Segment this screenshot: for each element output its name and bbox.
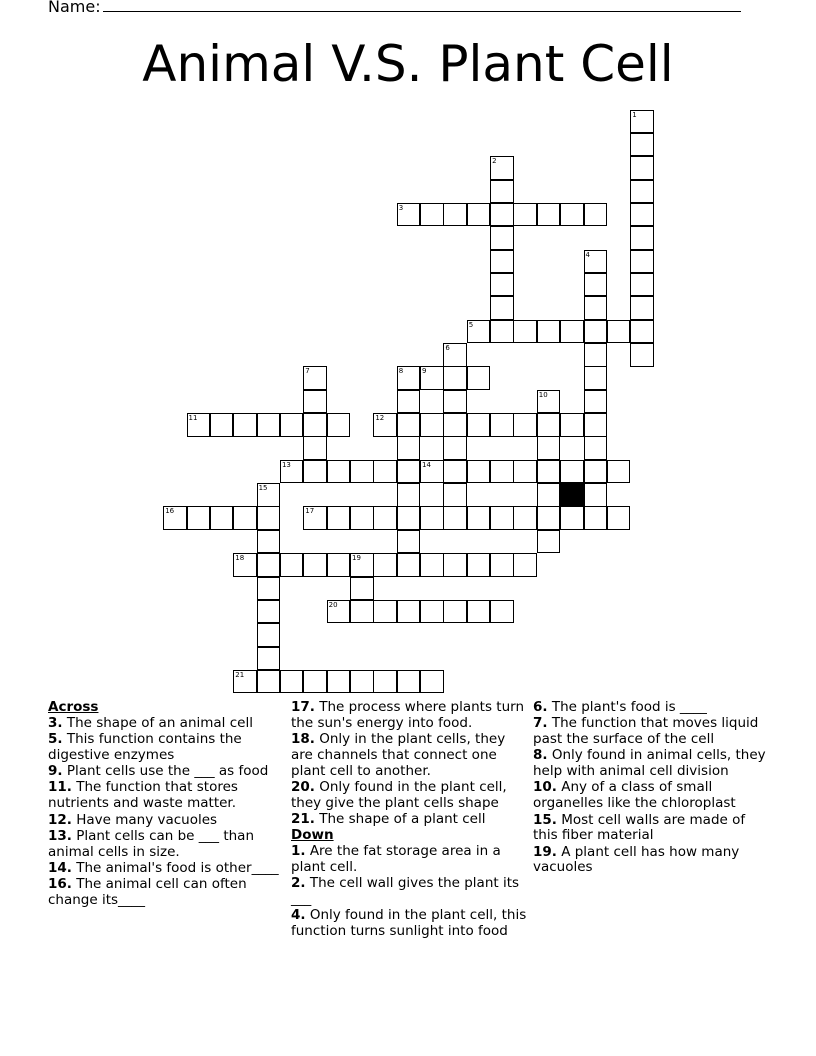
blocked-cell [560,483,584,507]
clue-number: 5 [468,320,474,329]
across-clue [291,780,527,812]
crossword-cell[interactable] [467,460,491,484]
clue-num: 4. [291,907,306,924]
across-clue [291,700,527,732]
crossword-cell[interactable] [584,506,608,530]
clues-column-1 [48,700,284,909]
clue-num: 13. [48,827,72,844]
clue-number: 1 [632,110,637,119]
down-clue [533,780,769,812]
clue-text: The process where plants turn the sun's energy into food. [291,699,525,731]
clue-text: The function that stores nutrients and waste matter. [48,779,238,812]
crossword-cell[interactable] [607,320,631,344]
clue-text: This function contains the digestive enzymes [48,731,242,763]
crossword-cell[interactable] [233,413,257,437]
crossword-cell[interactable] [490,506,514,530]
clue-number: 19 [352,554,361,563]
crossword-cell[interactable] [303,390,327,414]
clue-num: 17. [291,699,315,715]
clue-number: 13 [281,460,291,469]
crossword-cell[interactable] [350,553,374,577]
crossword-cell[interactable] [257,600,281,624]
crossword-cell[interactable] [490,203,514,227]
across-heading: Across [48,699,99,715]
crossword-cell[interactable] [560,320,584,344]
crossword-cell[interactable] [163,506,187,530]
crossword-cell[interactable] [537,460,561,484]
crossword-cell[interactable] [584,273,608,297]
crossword-cell[interactable] [443,203,467,227]
clue-number: 8 [398,367,404,376]
crossword-cell[interactable] [257,530,281,554]
crossword-cell[interactable] [443,413,467,437]
clues-column-2 [291,700,527,940]
crossword-cell[interactable] [257,506,281,530]
crossword-cell[interactable] [443,343,467,367]
clue-num: 11. [48,779,72,796]
clue-text: Only found in animal cells, they help with animal cell division [533,747,766,780]
crossword-cell[interactable] [443,483,467,507]
crossword-cell[interactable] [373,600,397,624]
crossword-cell[interactable] [584,250,608,274]
crossword-cell[interactable] [420,553,444,577]
clue-number: 11 [188,414,198,423]
clue-text: Are the fat storage area in a plant cell. [291,843,501,875]
crossword-cell[interactable] [420,506,444,530]
down-heading: Down [291,827,334,844]
clue-number: 15 [258,484,268,493]
crossword-cell[interactable] [630,133,654,157]
crossword-cell[interactable] [584,296,608,320]
crossword-cell[interactable] [397,670,421,694]
crossword-cell[interactable] [257,623,281,647]
clue-number: 6 [445,344,450,352]
clue-num: 10. [533,779,557,796]
crossword-cell[interactable] [420,460,444,484]
clue-text: The function that moves liquid past the surface of the cell [533,715,759,748]
clue-num: 16. [48,876,72,893]
crossword-cell[interactable] [233,506,257,530]
clue-text: Any of a class of small organelles like the chloroplast [533,779,736,812]
down-clue [533,716,769,748]
crossword-cell[interactable] [560,460,584,484]
crossword-cell[interactable] [490,250,514,274]
clue-text: The shape of a plant cell [314,811,486,828]
crossword-cell[interactable] [537,413,561,437]
crossword-cell[interactable] [257,647,281,671]
crossword-cell[interactable] [537,506,561,530]
crossword-cell[interactable] [303,460,327,484]
crossword-cell[interactable] [584,320,608,344]
crossword-cell[interactable] [420,600,444,624]
clue-number: 18 [235,554,245,563]
crossword-cell[interactable] [490,413,514,437]
crossword-cell[interactable] [513,320,537,344]
across-clue [291,812,527,828]
clue-number: 7 [305,367,310,376]
crossword-cell[interactable] [280,670,304,694]
crossword-cell[interactable] [373,460,397,484]
clue-num: 20. [291,778,315,795]
crossword-cell[interactable] [443,506,467,530]
down-clue [533,845,769,877]
crossword-cell[interactable] [443,600,467,624]
crossword-cell[interactable] [257,483,281,507]
crossword-cell[interactable] [257,670,281,694]
crossword-cell[interactable] [373,670,397,694]
clue-num: 2. [291,875,306,892]
crossword-cell[interactable] [490,226,514,250]
clue-text: Have many vacuoles [71,811,218,828]
across-clue [48,813,284,829]
crossword-cell[interactable] [327,506,351,530]
down-clue [291,876,527,908]
crossword-cell[interactable] [490,553,514,577]
clue-text: Only found in the plant cell, this function turns sunlight into food [291,907,527,940]
crossword-cell[interactable] [303,506,327,530]
crossword-cell[interactable] [490,180,514,204]
crossword-cell[interactable] [350,577,374,601]
crossword-cell[interactable] [537,390,561,414]
crossword-cell[interactable] [280,553,304,577]
clue-num: 6. [533,699,548,715]
crossword-cell[interactable] [537,483,561,507]
crossword-cell[interactable] [584,390,608,414]
crossword-cell[interactable] [513,413,537,437]
clue-text: Plant cells can be ___ than animal cells in size. [48,827,255,860]
clue-number: 9 [422,367,427,376]
crossword-cell[interactable] [584,343,608,367]
crossword-cell[interactable] [443,460,467,484]
crossword-cell[interactable] [490,273,514,297]
clue-num: 3. [48,714,63,731]
crossword-cell[interactable] [327,553,351,577]
crossword-cell[interactable] [467,553,491,577]
crossword-cell[interactable] [397,203,421,227]
crossword-cell[interactable] [467,320,491,344]
clue-text: The animal cell can often change its____ [48,876,247,909]
crossword-cell[interactable] [303,436,327,460]
crossword-cell[interactable] [443,553,467,577]
crossword-cell[interactable] [537,530,561,554]
crossword-cell[interactable] [630,320,654,344]
crossword-cell[interactable] [443,366,467,390]
across-clue [48,877,284,909]
crossword-cell[interactable] [210,506,234,530]
crossword-cell[interactable] [584,460,608,484]
crossword-cell[interactable] [584,436,608,460]
crossword-cell[interactable] [630,273,654,297]
clue-text: The plant's food is ____ [547,699,707,715]
clue-num: 9. [48,763,63,780]
clue-number: 3 [398,203,404,212]
clue-text: Most cell walls are made of this fiber material [533,811,746,844]
crossword-cell[interactable] [513,553,537,577]
clue-number: 10 [538,390,548,399]
crossword-cell[interactable] [630,180,654,204]
clue-num: 12. [48,811,72,828]
crossword-cell[interactable] [257,413,281,437]
crossword-cell[interactable] [630,110,654,134]
down-clue [533,700,769,716]
crossword-cell[interactable] [537,436,561,460]
clue-number: 20 [328,600,338,609]
crossword-cell[interactable] [630,156,654,180]
across-clue [48,764,284,780]
crossword-cell[interactable] [350,670,374,694]
across-clue [48,829,284,861]
clue-num: 19. [533,843,557,860]
crossword-cell[interactable] [397,436,421,460]
crossword-cell[interactable] [537,320,561,344]
clues-column-3 [533,700,769,877]
crossword-cell[interactable] [630,203,654,227]
crossword-cell[interactable] [490,600,514,624]
crossword-cell[interactable] [303,670,327,694]
crossword-cell[interactable] [443,390,467,414]
crossword-cell[interactable] [607,460,631,484]
crossword-cell[interactable] [303,413,327,437]
page-title: Animal V.S. Plant Cell [142,35,674,93]
crossword-cell[interactable] [187,506,211,530]
clue-number: 12 [375,414,385,423]
crossword-cell[interactable] [280,413,304,437]
clue-num: 5. [48,731,63,748]
across-clue [48,732,284,764]
crossword-cell[interactable] [630,296,654,320]
crossword-cell[interactable] [327,600,351,624]
crossword-cell[interactable] [397,390,421,414]
crossword-cell[interactable] [397,366,421,390]
crossword-cell[interactable] [537,203,561,227]
crossword-cell[interactable] [397,413,421,437]
crossword-cell[interactable] [467,506,491,530]
clue-num: 14. [48,859,72,876]
crossword-cell[interactable] [397,553,421,577]
down-clue [533,813,769,845]
crossword-cell[interactable] [373,553,397,577]
across-clue [291,732,527,779]
crossword-cell[interactable] [257,577,281,601]
crossword-cell[interactable] [490,320,514,344]
down-clue [291,844,527,876]
crossword-cell[interactable] [584,203,608,227]
clue-num: 7. [533,715,548,732]
crossword-cell[interactable] [584,483,608,507]
crossword-cell[interactable] [350,506,374,530]
crossword-cell[interactable] [420,366,444,390]
across-clue [48,861,284,877]
across-clue [48,780,284,812]
clue-num: 8. [533,747,548,764]
crossword-cell[interactable] [210,413,234,437]
across-clue [48,716,284,732]
clue-text: Only found in the plant cell, they give the plant cells shape [291,778,507,811]
crossword-cell[interactable] [327,670,351,694]
clue-number: 4 [585,250,590,259]
crossword-cell[interactable] [490,460,514,484]
clue-number: 16 [165,507,175,516]
crossword-cell[interactable] [490,296,514,320]
crossword-cell[interactable] [513,460,537,484]
clue-text: The shape of an animal cell [62,714,253,731]
crossword-cell[interactable] [303,366,327,390]
crossword-cell[interactable] [630,226,654,250]
crossword-cell[interactable] [467,366,491,390]
clue-text: The animal's food is other____ [71,859,279,876]
crossword-cell[interactable] [233,670,257,694]
crossword-cell[interactable] [420,670,444,694]
crossword-cell[interactable] [420,413,444,437]
crossword-cell[interactable] [420,203,444,227]
crossword-cell[interactable] [467,203,491,227]
crossword-cell[interactable] [350,460,374,484]
crossword-cell[interactable] [467,413,491,437]
crossword-cell[interactable] [233,553,257,577]
crossword-cell[interactable] [560,203,584,227]
crossword-cell[interactable] [280,460,304,484]
crossword-cell[interactable] [397,530,421,554]
crossword-cell[interactable] [397,483,421,507]
crossword-cell[interactable] [397,506,421,530]
clue-num: 21. [291,811,315,828]
crossword-cell[interactable] [187,413,211,437]
clue-number: 2 [492,157,497,166]
crossword-cell[interactable] [560,506,584,530]
crossword-cell[interactable] [584,413,608,437]
crossword-cell[interactable] [607,506,631,530]
clue-number: 21 [235,670,245,679]
clue-number: 14 [422,460,431,469]
crossword-cell[interactable] [397,600,421,624]
crossword-cell[interactable] [373,506,397,530]
crossword-cell[interactable] [327,413,351,437]
crossword-cell[interactable] [397,460,421,484]
crossword-cell[interactable] [630,343,654,367]
clue-num: 1. [291,843,306,860]
clue-text: A plant cell has how many vacuoles [533,843,740,876]
crossword-cell[interactable] [443,436,467,460]
crossword-cell[interactable] [513,506,537,530]
down-clue [533,748,769,780]
crossword-cell[interactable] [257,553,281,577]
crossword-cell[interactable] [373,413,397,437]
clue-num: 18. [291,731,315,748]
clue-text: Plant cells use the ___ as food [62,763,269,780]
down-clue [291,908,527,940]
name-label: Name: [48,0,101,16]
clue-number: 17 [305,507,315,516]
crossword-cell[interactable] [513,203,537,227]
crossword-cell[interactable] [490,156,514,180]
crossword-cell[interactable] [467,600,491,624]
clue-text: The cell wall gives the plant its ___ [291,875,520,908]
clue-text: Only in the plant cells, they are channels that connect one plant cell to another. [291,731,506,779]
crossword-cell[interactable] [327,460,351,484]
crossword-cell[interactable] [303,553,327,577]
crossword-cell[interactable] [630,250,654,274]
crossword-cell[interactable] [584,366,608,390]
crossword-cell[interactable] [560,413,584,437]
clue-num: 15. [533,811,557,828]
crossword-cell[interactable] [350,600,374,624]
